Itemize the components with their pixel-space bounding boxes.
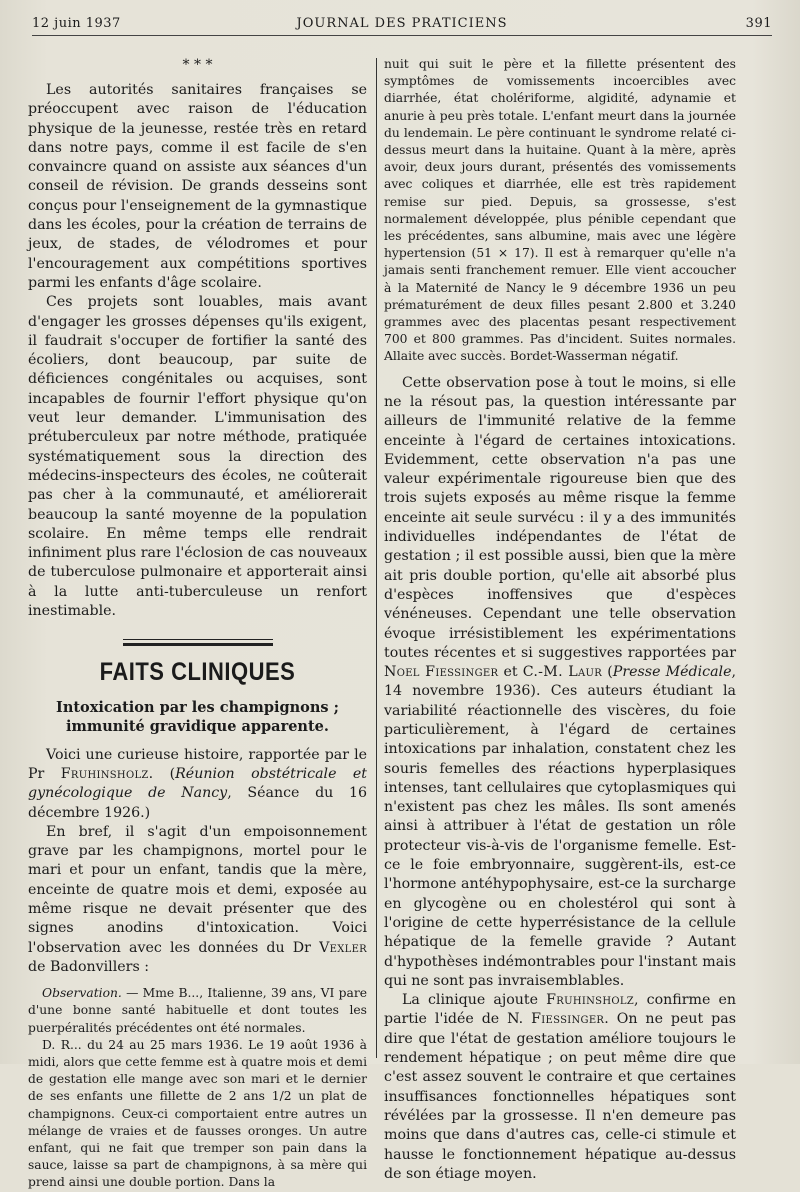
author-name: C.-M. Laur — [522, 664, 603, 681]
text-run: , 14 novembre 1936). Ces auteurs étudiant la variabilité réactionnelle des viscères, du foie particulièrement, à l'égard de certaines intoxications par inhalation, constatent chez les souris femelles des réactions hyperplasiques intenses, tant cellulaires que cytoplasmiques qui n'existent pas chez les mâles. Ils sont amenés ainsi à attribuer à l'état de gestation un rôle protecteur vis-à-vis de l'organisme femelle. Est-ce le foie embryonnaire, suggèrent-ils, est-ce l'hormone antéhypophysaire, est-ce la surcharge en glycogène ou en cholestérol qui sont à l'origine de cette hyperrésistance de la cellule hépatique de la femelle gravide ? Autant d'hypothèses indémontrables pour l'instant mais qui ne sont pas invraisemblables. — [384, 664, 736, 989]
issue-date: 12 juin 1937 — [32, 16, 121, 31]
header-rule — [32, 35, 772, 36]
observation-block — [28, 985, 367, 1191]
author-name: Fiessinger — [531, 1011, 605, 1028]
observation-paragraph: nuit qui suit le père et la fillette présentent des symptômes de vomissements incoercibles avec diarrhée, état cholériforme, algidité, adynamie et anurie à peu près totale. L'enfant meurt dans la journée du lendemain. Le père continuant le syndrome relaté ci-dessus meurt dans la huitaine. Quant à la mère, après avoir, deux jours durant, présentés des vomissements avec coliques et diarrhée, elle est très rapidement remise sur pied. Depuis, sa grossesse, s'est normalement développée, plus pénible cependant que les précédentes, sans albumine, mais avec une légère hypertension (51 × 17). Il est à remarquer qu'elle n'a jamais senti franchement remuer. Elle vient accoucher à la Maternité de Nancy le 9 décembre 1936 un peu prématurément de deux filles pesant 2.800 et 3.240 grammes avec des placentas pesant respectivement 700 et 800 grammes. Pas d'incident. Suites normales. Allaite avec succès. Bordet-Wasserman négatif. — [384, 57, 736, 364]
text-run: , Séance du 16 décembre 1926.) — [28, 785, 367, 821]
author-name: Noel Fiessinger — [384, 664, 499, 681]
left-column — [28, 58, 367, 1192]
journal-title: JOURNAL DES PRATICIENS — [296, 16, 508, 31]
text-run: Cette observation pose à tout le moins, si elle ne la résout pas, la question intéressante par ailleurs de l'immunité relative de la femme enceinte à l'égard de certaines intoxications. Evidemment, cette observation n'a pas une valeur expérimentale rigoureuse bien que des trois sujets exposés au même risque la femme enceinte ait seule survécu : il y a des immunités individuelles indépendantes de l'état de gestation ; il est possible aussi, bien que la mère ait pris double portion, qu'elle ait absorbé plus d'espèces inoffensives que d'espèces vénéneuses. Cependant une telle observation évoque irrésistiblement les expérimentations toutes récentes et si suggestives rapportées par — [384, 374, 736, 661]
text-run: ( — [602, 664, 613, 681]
section-title: FAITS CLINIQUES — [99, 657, 296, 687]
article-title — [28, 698, 367, 736]
text-run: — Mme B..., Italienne, 39 ans, VI pare d'une bonne santé habituelle et dont toutes les puerpéralités précédentes ont été normales. — [28, 986, 367, 1035]
author-name: Fruhinsholz — [546, 992, 635, 1009]
right-column — [384, 56, 736, 1184]
page-number: 391 — [745, 16, 772, 31]
article-title-line: Intoxication par les champignons ; — [56, 698, 339, 716]
article-paragraph — [384, 374, 736, 992]
section-rule-thin — [123, 639, 273, 640]
article-paragraph — [28, 823, 367, 977]
running-head — [32, 16, 772, 34]
article-title-line: immunité gravidique apparente. — [66, 717, 329, 735]
text-run: . ( — [148, 765, 176, 782]
text-run: , confirme en partie l'idée de N. — [384, 992, 736, 1028]
text-run: et — [498, 664, 523, 681]
author-name: Fruhinsholz — [60, 765, 149, 782]
article-paragraph — [28, 746, 367, 823]
section-rule-thick — [123, 643, 273, 646]
observation-label: Observation. — [42, 986, 122, 1001]
citation-source: Réunion obstétricale et gynécologique de Nancy — [28, 765, 367, 802]
text-run: Voici une curieuse histoire, rapportée par le Pr — [28, 746, 367, 782]
text-run: de Badonvillers : — [28, 958, 150, 975]
asterism: * * * — [182, 57, 213, 73]
column-divider — [376, 58, 377, 1058]
intro-paragraph: Ces projets sont louables, mais avant d'engager les grosses dépenses qu'ils exigent, il faudrait s'occuper de fortifier la santé des écoliers, dont beaucoup, par suite de déficiences congénitales ou acquises, sont incapables de fournir l'effort physique qu'on veut leur demander. L'immunisation des prétuberculeux par notre méthode, pratiquée systématiquement sous la direction des médecins-inspecteurs des écoles, ne coûterait pas cher à la communauté, et améliorerait beaucoup la santé moyenne de la population scolaire. En même temps elle rendrait infiniment plus rare l'éclosion de cas nouveaux de tuberculose pulmonaire et apporterait ainsi à la lutte anti-tuberculeuse un renfort inestimable. — [28, 294, 367, 620]
article-paragraph — [384, 991, 736, 1184]
observation-paragraph: D. R... du 24 au 25 mars 1936. Le 19 août 1936 à midi, alors que cette femme est à quatre mois et demi de gestation elle mange avec son mari et le dernier de ses enfants une fillette de 2 ans 1/2 un plat de champignons. Ceux-ci comportaient entre autres un mélange de vraies et de fausses oronges. Un autre enfant, qui ne fait que tremper son pain dans la sauce, laisse sa part de champignons, à sa mère qui prend ainsi une double portion. Dans la — [28, 1037, 367, 1190]
author-name: Vexler — [319, 939, 367, 956]
text-run: La clinique ajoute — [402, 992, 547, 1009]
text-run: En bref, il s'agit d'un empoisonnement grave par les champignons, mortel pour le mari et pour un enfant, tandis que la mère, enceinte de quatre mois et demi, exposée au même risque ne devait présenter que des signes anodins d'intoxication. Voici l'observation avec les données du Dr — [28, 823, 367, 956]
citation-source: Presse Médicale — [612, 664, 732, 681]
intro-paragraph: Les autorités sanitaires françaises se préoccupent avec raison de l'éducation physique de la jeunesse, restée très en retard dans notre pays, comme il est facile de s'en convaincre quand on assiste aux séances d'un conseil de révision. De grands desseins sont conçus pour l'enseignement de la gymnastique dans les écoles, pour la création de terrains de jeux, de stades, de vélodromes et pour l'encouragement aux compétitions sportives parmi les enfants d'âge scolaire. — [28, 82, 367, 291]
text-run: . On ne peut pas dire que l'état de gestation améliore toujours le rendement hépatique ; on peut même dire que c'est assez souvent le contraire et que certaines insuffisances fonctionnelles hépatiques sont révélées par la grossesse. Il n'en demeure pas moins que dans d'autres cas, celle-ci stimule et hausse le fonctionnement hépatique au-dessus de son étiage moyen. — [384, 1011, 736, 1182]
observation-paragraph — [28, 985, 367, 1037]
observation-continued — [384, 56, 736, 366]
